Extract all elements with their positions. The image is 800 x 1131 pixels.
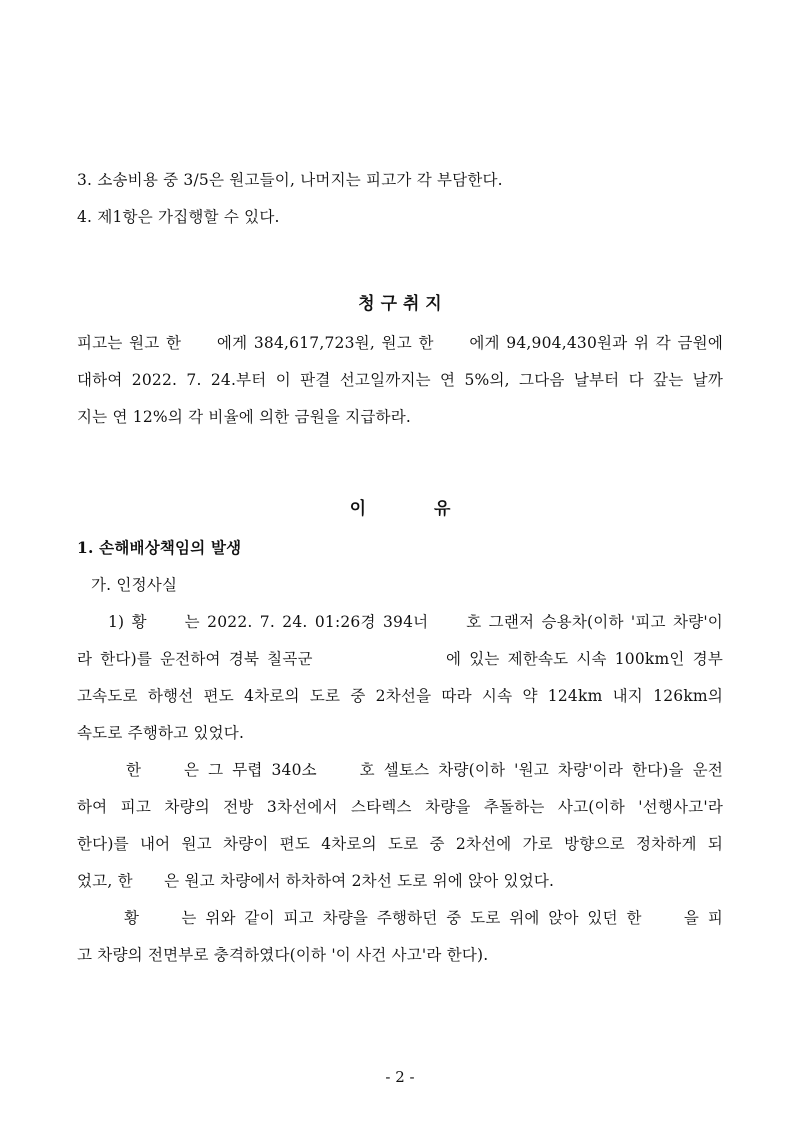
body-line: 한 은 그 무렵 340소 호 셀토스 차량(이하 '원고 차량'이라 한다)을 운전: [126, 761, 723, 779]
body-line: 었고, 한 은 원고 차량에서 하차하여 2차선 도로 위에 앉아 있었다.: [77, 872, 555, 890]
claim-title: 청 구 취 지: [358, 294, 442, 314]
body-line: 고 차량의 전면부로 충격하였다(이하 '이 사건 사고'라 한다).: [77, 946, 489, 964]
order-item-3: 3. 소송비용 중 3/5은 원고들이, 나머지는 피고가 각 부담한다.: [77, 171, 503, 189]
section-heading: 1. 손해배상책임의 발생: [77, 538, 242, 557]
body-line: 한다)를 내어 원고 차량이 편도 4차로의 도로 중 2차선에 가로 방향으로 정차하게 되: [77, 835, 723, 853]
reasons-title: 이 유: [349, 499, 451, 519]
body-line: 하여 피고 차량의 전방 3차선에서 스타렉스 차량을 추돌하는 사고(이하 '선행사고'라: [77, 798, 723, 816]
body-line: 황 는 위와 같이 피고 차량을 주행하던 중 도로 위에 앉아 있던 한 을 피: [124, 909, 723, 927]
claim-line: 대하여 2022. 7. 24.부터 이 판결 선고일까지는 연 5%의, 그다음 날부터 다 갚는 날까: [77, 371, 723, 389]
body-line: 1) 황 는 2022. 7. 24. 01:26경 394너 호 그랜저 승용차(이하 '피고 차량'이: [108, 613, 723, 631]
body-line: 라 한다)를 운전하여 경북 칠곡군 에 있는 제한속도 시속 100km인 경부: [77, 650, 723, 668]
page-number: - 2 -: [385, 1068, 415, 1086]
claim-line: 지는 연 12%의 각 비율에 의한 금원을 지급하라.: [77, 408, 412, 426]
body-line: 고속도로 하행선 편도 4차로의 도로 중 2차선을 따라 시속 약 124km 내지 126km의: [77, 687, 723, 705]
subsection-heading: 가. 인정사실: [91, 576, 178, 594]
order-item-4: 4. 제1항은 가집행할 수 있다.: [77, 208, 280, 226]
body-line: 속도로 주행하고 있었다.: [77, 724, 245, 742]
claim-line: 피고는 원고 한 에게 384,617,723원, 원고 한 에게 94,904,430원과 위 각 금원에: [77, 334, 723, 352]
